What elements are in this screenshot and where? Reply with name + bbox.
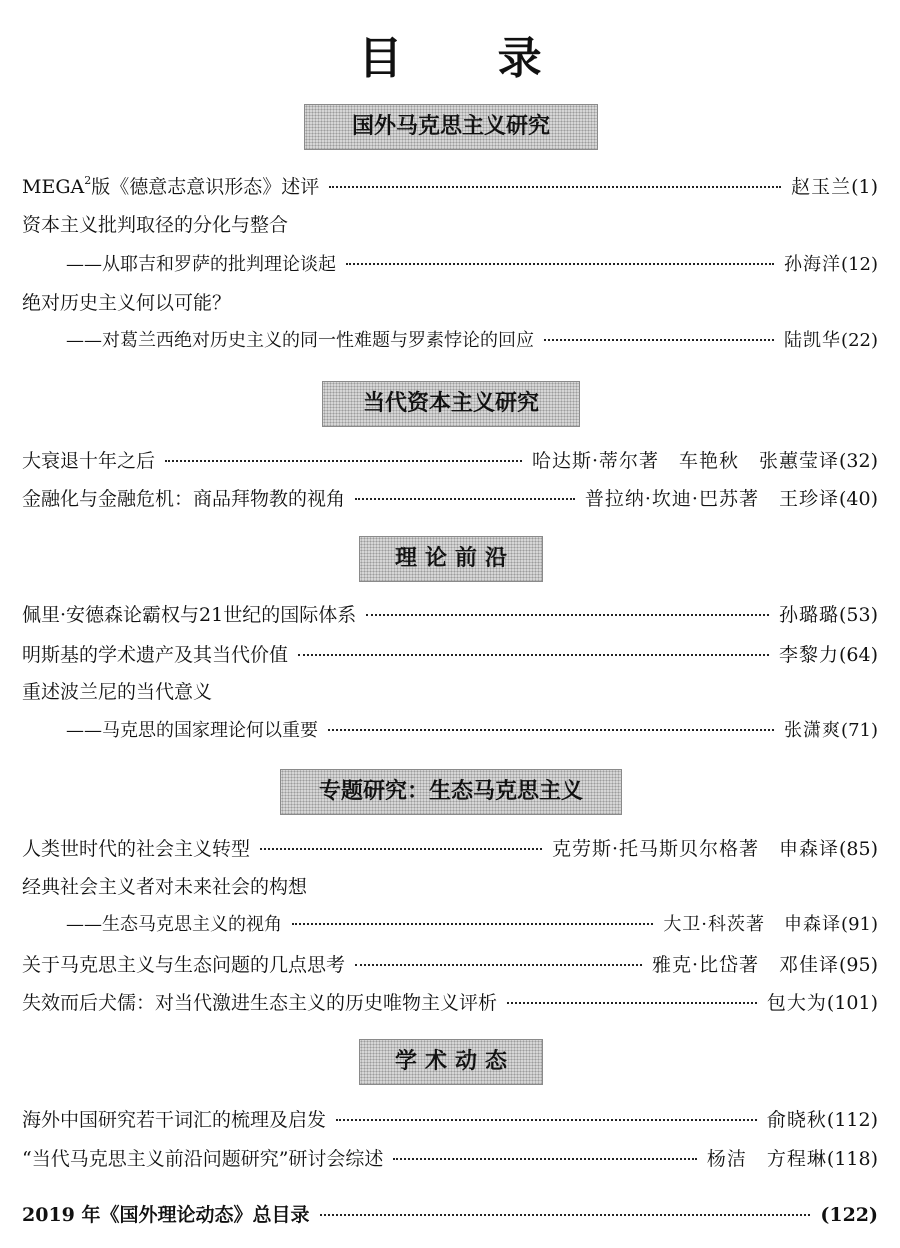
entry-page: (118)	[826, 1148, 878, 1170]
section-heading-eco-marxism: 专题研究：生态马克思主义	[280, 769, 622, 815]
entry-title: 人类世时代的社会主义转型	[22, 838, 251, 860]
entry-title: 关于马克思主义与生态问题的几点思考	[22, 954, 346, 976]
entry-subtitle: ——马克思的国家理论何以重要	[66, 720, 318, 741]
entry-page: (12)	[841, 254, 878, 275]
entry-page: (122)	[820, 1204, 878, 1226]
entry-author: 雅克·比岱著 邓佳译	[651, 954, 839, 976]
entry-author: 李黎力	[778, 644, 839, 666]
dot-leader	[292, 922, 653, 925]
entry-author: 杨洁 方程琳	[706, 1148, 827, 1170]
entry-title: 海外中国研究若干词汇的梳理及启发	[22, 1109, 327, 1131]
toc-entry[interactable]	[22, 834, 878, 864]
dot-leader	[366, 613, 769, 616]
toc-entry[interactable]	[22, 950, 878, 980]
dot-leader	[329, 185, 781, 188]
entry-page: (64)	[838, 644, 878, 666]
entry-page: (91)	[841, 914, 878, 935]
dot-leader	[165, 459, 522, 462]
entry-subtitle: ——生态马克思主义的视角	[66, 914, 282, 935]
toc-entry[interactable]	[66, 716, 878, 746]
dot-leader	[346, 262, 774, 265]
toc-entry-annual-index[interactable]	[22, 1200, 878, 1230]
section-heading-foreign-marxism: 国外马克思主义研究	[304, 104, 598, 150]
entry-author: 孙海洋	[784, 254, 842, 275]
entry-subtitle: ——对葛兰西绝对历史主义的同一性难题与罗素悖论的回应	[66, 330, 534, 351]
toc-entry[interactable]	[22, 1144, 878, 1174]
entry-title: 金融化与金融危机：商品拜物教的视角	[22, 488, 346, 510]
dot-leader	[507, 1001, 757, 1004]
toc-entry[interactable]	[22, 640, 878, 670]
toc-entry[interactable]	[22, 484, 878, 514]
entry-subtitle: ——从耶吉和罗萨的批判理论谈起	[66, 254, 336, 275]
entry-author: 俞晓秋	[766, 1109, 827, 1131]
dot-leader	[298, 653, 769, 656]
entry-page: (95)	[838, 954, 878, 976]
section-heading-academic-news: 学术动态	[359, 1039, 543, 1085]
dot-leader	[355, 963, 642, 966]
entry-page: (101)	[826, 992, 878, 1014]
entry-author: 普拉纳·坎迪·巴苏著 王珍译	[584, 488, 839, 510]
entry-title: MEGA$^2$版《德意志意识形态》述评	[22, 173, 320, 198]
entry-author: 赵玉兰	[791, 176, 852, 198]
toc-entry[interactable]	[66, 910, 878, 940]
toc-entry-heading[interactable]: 资本主义批判取径的分化与整合	[22, 214, 289, 236]
entry-title: 2019 年《国外理论动态》总目录	[22, 1204, 310, 1226]
page-title: 目 录	[358, 33, 582, 84]
dot-leader	[336, 1118, 757, 1121]
entry-title: 大衰退十年之后	[22, 450, 156, 472]
dot-leader	[320, 1213, 811, 1216]
entry-title: 失效而后犬儒：对当代激进生态主义的历史唯物主义评析	[22, 992, 498, 1014]
toc-entry[interactable]	[22, 600, 878, 630]
entry-page: (22)	[841, 330, 878, 351]
section-heading-theory-frontier: 理论前沿	[359, 536, 543, 582]
toc-entry[interactable]	[22, 1105, 878, 1135]
toc-entry[interactable]	[22, 172, 878, 202]
entry-page: (85)	[838, 838, 878, 860]
entry-page: (32)	[838, 450, 878, 472]
entry-page: (71)	[841, 720, 878, 741]
toc-entry-heading[interactable]: 重述波兰尼的当代意义	[22, 681, 213, 703]
entry-page: (53)	[838, 604, 878, 626]
dot-leader	[355, 497, 575, 500]
toc-entry-heading[interactable]: 经典社会主义者对未来社会的构想	[22, 876, 308, 898]
dot-leader	[393, 1157, 696, 1160]
entry-page: (1)	[851, 176, 878, 198]
entry-title: “当代马克思主义前沿问题研究”研讨会综述	[22, 1148, 384, 1170]
entry-author: 张潇爽	[784, 720, 842, 741]
entry-page: (40)	[838, 488, 878, 510]
dot-leader	[328, 728, 774, 731]
toc-entry[interactable]	[22, 988, 878, 1018]
entry-page: (112)	[826, 1109, 878, 1131]
entry-title: 明斯基的学术遗产及其当代价值	[22, 644, 289, 666]
toc-entry[interactable]	[66, 250, 878, 280]
entry-author: 哈达斯·蒂尔著 车艳秋 张蕙莹译	[531, 450, 839, 472]
entry-author: 包大为	[766, 992, 827, 1014]
entry-author: 大卫·科茨著 申森译	[663, 914, 842, 935]
dot-leader	[544, 338, 774, 341]
toc-entry[interactable]	[22, 446, 878, 476]
entry-title: 佩里·安德森论霸权与21世纪的国际体系	[22, 604, 357, 626]
toc-entry-heading[interactable]: 绝对历史主义何以可能？	[22, 292, 232, 314]
dot-leader	[260, 847, 542, 850]
toc-entry[interactable]	[66, 326, 878, 356]
entry-author: 孙璐璐	[778, 604, 839, 626]
entry-author: 克劳斯·托马斯贝尔格著 申森译	[551, 838, 839, 860]
section-heading-contemporary-capitalism: 当代资本主义研究	[322, 381, 580, 427]
entry-author: 陆凯华	[784, 330, 842, 351]
